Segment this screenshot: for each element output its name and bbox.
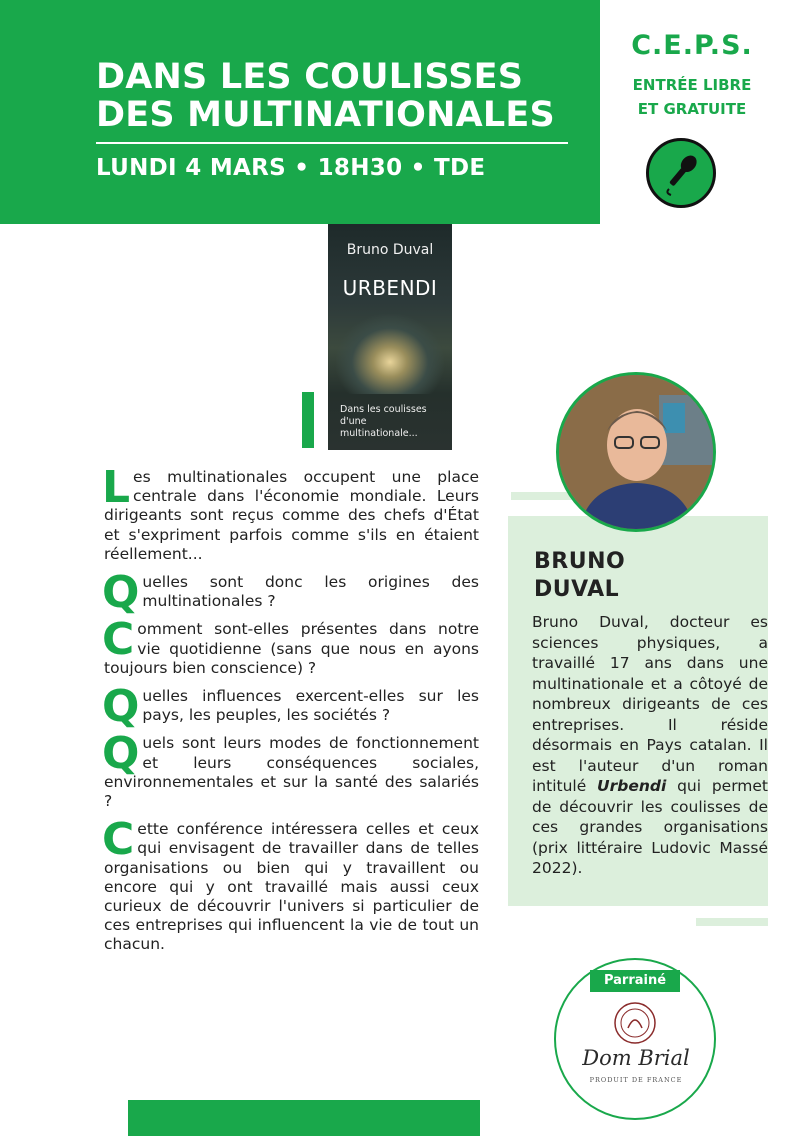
bio-text: qui permet de découvrir les coulisses de ces grandes organisations (prix littéraire Ludovic Massé 2022). [532,777,769,877]
page-title [96,58,576,134]
book-cover [328,224,452,450]
paragraph-text: uelles influences exercent-elles sur les pays, les peuples, les sociétés ? [142,687,479,725]
speaker-bio [532,612,768,879]
title-line-1: DANS LES COULISSES [96,57,524,97]
article-body [102,462,479,964]
accent-bar [302,392,314,448]
book-cover-image [336,314,444,394]
book-title: URBENDI [342,276,438,300]
paragraph-text: omment sont-elles présentes dans notre vie quotidienne (sans que nous en ayons toujours bien conscience) ? [104,620,479,677]
paragraph-text: uels sont leurs modes de fonctionnement et leurs conséquences sociales, environnementales et sur la santé des salariés ? [104,734,479,811]
book-author: Bruno Duval [346,242,434,258]
paragraph [102,728,479,811]
footer-bar [128,1100,480,1136]
header-banner [0,0,600,224]
entry-line-1: ENTRÉE LIBRE [632,76,752,94]
paragraph [102,462,479,564]
title-line-2: DES MULTINATIONALES [96,95,555,135]
decorative-stripe [696,918,768,926]
title-divider [96,142,568,144]
bio-book-title: Urbendi [597,777,667,795]
sponsor-logo-tagline: PRODUIT DE FRANCE [589,1076,683,1084]
drop-cap: C [102,614,135,666]
book-subtitle: Dans les coulisses d'une multinationale... [340,404,427,439]
paragraph-text: es multinationales occupent une place centrale dans l'économie mondiale. Leurs dirigeants sont reçus comme des chefs d'État et s'expriment parfois comme s'ils en étaient réellement... [104,468,479,563]
sponsor-seal-icon [612,1000,658,1046]
drop-cap: L [102,462,131,513]
event-date: LUNDI 4 MARS • 18H30 • TDE [96,155,486,181]
speaker-name-line-1: BRUNO [534,549,626,574]
paragraph [102,814,479,954]
bio-text: Bruno Duval, docteur es sciences physiques, a travaillé 17 ans dans une multinationale et a côtoyé de nombreux dirigeants de ces entreprises. Il réside désormais en Pays catalan. Il est l'auteur d'un roman intitulé [532,613,768,795]
drop-cap: Q [102,681,140,733]
sponsor-logo: Dom Brial [582,1046,690,1070]
paragraph [102,681,479,733]
speaker-name [534,548,625,604]
microphone-icon [646,138,716,208]
drop-cap: C [102,814,135,866]
speaker-photo [556,372,716,532]
sponsor-label: Parrainé par [590,970,680,992]
drop-cap: Q [102,567,140,619]
entry-line-2: ET GRATUITE [637,100,747,118]
paragraph [102,567,479,619]
organizer-name: C.E.P.S. [631,30,753,61]
speaker-name-line-2: DUVAL [534,577,620,602]
paragraph-text: ette conférence intéressera celles et ceux qui envisagent de travailler dans de telles organisations ou bien qui y travaillent ou encore qui y ont travaillé mais aussi ceux curieux de découvrir l'univers si particulier de ces entreprises qui influencent la vie de tout un chacun. [104,820,479,954]
paragraph [102,614,479,678]
entry-info [622,73,762,121]
paragraph-text: uelles sont donc les origines des multinationales ? [142,573,479,611]
drop-cap: Q [102,728,140,780]
